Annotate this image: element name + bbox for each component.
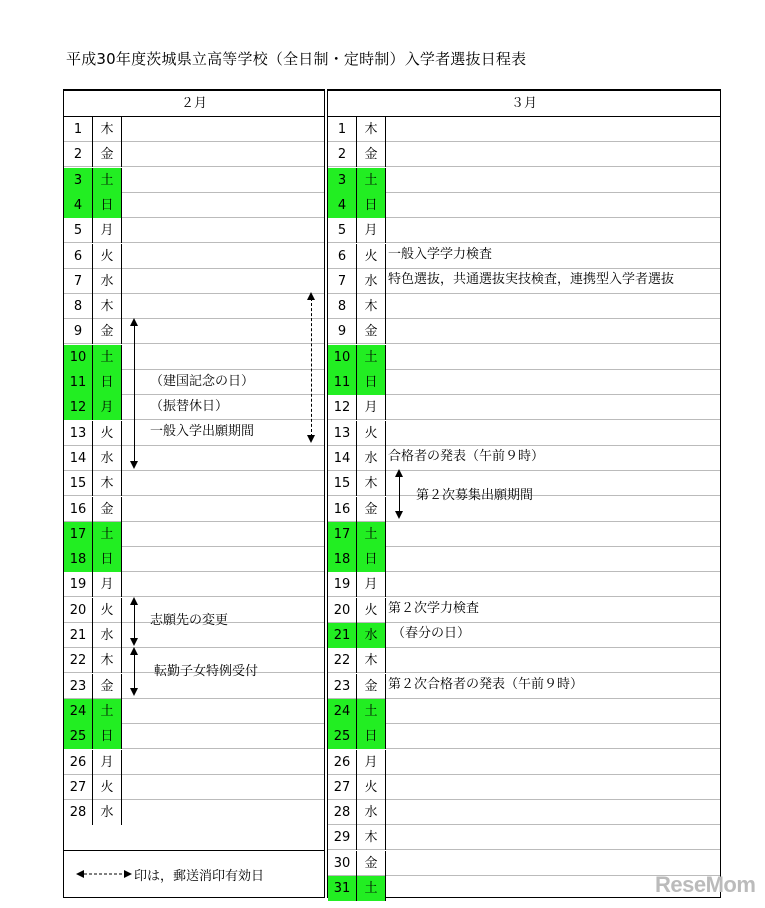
weekday: 水	[357, 269, 386, 294]
weekday: 木	[357, 117, 386, 142]
period-line-postmark	[311, 298, 312, 437]
table-row	[328, 168, 720, 193]
day-number: 22	[328, 648, 357, 673]
day-number: 15	[64, 471, 93, 496]
weekday: 水	[93, 269, 122, 294]
table-row	[64, 446, 324, 471]
day-number: 25	[64, 724, 93, 749]
weekday: 火	[93, 598, 122, 623]
weekday: 土	[357, 876, 386, 901]
day-number: 8	[64, 294, 93, 319]
table-row	[328, 319, 720, 344]
day-number: 17	[328, 522, 357, 547]
weekday: 月	[93, 395, 122, 420]
weekday: 日	[93, 724, 122, 749]
weekday: 月	[357, 750, 386, 775]
arrow-head-down	[307, 435, 315, 443]
weekday: 金	[357, 319, 386, 344]
weekday: 金	[357, 674, 386, 699]
arrow-head-down	[395, 511, 403, 519]
day-number: 22	[64, 648, 93, 673]
day-number: 28	[64, 800, 93, 825]
day-number: 10	[64, 345, 93, 370]
day-number: 7	[64, 269, 93, 294]
weekday: 火	[357, 244, 386, 269]
table-row	[328, 648, 720, 673]
table-row	[328, 218, 720, 243]
note-shutsugan: 一般入学出願期間	[150, 424, 255, 439]
table-row	[328, 623, 720, 648]
period-line-shigan	[134, 603, 135, 640]
weekday: 金	[93, 142, 122, 167]
table-row	[64, 471, 324, 496]
page-title: 平成30年度茨城県立高等学校（全日制・定時制）入学者選抜日程表	[66, 50, 527, 68]
day-number: 28	[328, 800, 357, 825]
weekday: 木	[93, 117, 122, 142]
table-row	[328, 547, 720, 572]
table-row	[328, 572, 720, 597]
note-goukaku2: 第２次合格者の発表（午前９時）	[388, 677, 584, 692]
weekday: 土	[93, 168, 122, 193]
day-number: 7	[328, 269, 357, 294]
table-row	[64, 193, 324, 218]
weekday: 水	[93, 446, 122, 471]
weekday: 金	[357, 851, 386, 876]
day-number: 15	[328, 471, 357, 496]
table-row	[64, 319, 324, 344]
weekday: 土	[93, 699, 122, 724]
weekday: 木	[357, 294, 386, 319]
table-row	[328, 800, 720, 825]
arrow-head-down	[130, 688, 138, 696]
day-number: 1	[64, 117, 93, 142]
table-row	[64, 345, 324, 370]
day-number: 6	[64, 244, 93, 269]
table-row	[328, 699, 720, 724]
february-header: ２月	[64, 91, 324, 117]
table-row	[64, 522, 324, 547]
note-tenkin: 転勤子女特例受付	[154, 664, 259, 679]
table-row	[64, 294, 324, 319]
table-row	[328, 750, 720, 775]
weekday: 日	[93, 370, 122, 395]
note-kensa2: 第２次学力検査	[388, 601, 480, 616]
table-row	[64, 142, 324, 167]
day-number: 8	[328, 294, 357, 319]
weekday: 土	[357, 168, 386, 193]
weekday: 日	[357, 724, 386, 749]
note-tokushoku: 特色選抜，共通選抜実技検査，連携型入学者選抜	[388, 272, 675, 287]
day-number: 18	[328, 547, 357, 572]
day-number: 16	[328, 497, 357, 522]
day-number: 4	[64, 193, 93, 218]
legend-dashed-arrow-icon	[76, 868, 132, 880]
weekday: 木	[357, 825, 386, 850]
weekday: 火	[357, 421, 386, 446]
weekday: 水	[357, 800, 386, 825]
day-number: 13	[328, 421, 357, 446]
weekday: 金	[93, 497, 122, 522]
note-furikae: （振替休日）	[150, 399, 229, 414]
weekday: 月	[93, 218, 122, 243]
note-shigan: 志願先の変更	[150, 613, 229, 628]
weekday: 月	[93, 572, 122, 597]
weekday: 土	[357, 522, 386, 547]
day-number: 29	[328, 825, 357, 850]
day-number: 11	[64, 370, 93, 395]
weekday: 木	[93, 471, 122, 496]
table-row	[328, 395, 720, 420]
weekday: 水	[357, 623, 386, 648]
weekday: 月	[357, 572, 386, 597]
day-number: 2	[328, 142, 357, 167]
weekday: 火	[93, 421, 122, 446]
table-row	[64, 699, 324, 724]
table-row	[328, 294, 720, 319]
table-row	[328, 724, 720, 749]
table-row	[328, 370, 720, 395]
period-line-shutsugan	[134, 324, 135, 463]
day-number: 27	[328, 775, 357, 800]
table-row	[64, 117, 324, 142]
day-number: 21	[328, 623, 357, 648]
weekday: 日	[357, 547, 386, 572]
table-row	[64, 244, 324, 269]
weekday: 土	[357, 345, 386, 370]
day-number: 23	[328, 674, 357, 699]
weekday: 日	[93, 547, 122, 572]
table-row	[328, 825, 720, 850]
table-row	[328, 598, 720, 623]
note-goukaku: 合格者の発表（午前９時）	[388, 449, 545, 464]
day-number: 31	[328, 876, 357, 901]
weekday: 土	[93, 522, 122, 547]
march-table	[327, 89, 721, 898]
weekday: 水	[93, 800, 122, 825]
note-kenkoku: （建国記念の日）	[150, 374, 255, 389]
day-number: 9	[328, 319, 357, 344]
day-number: 25	[328, 724, 357, 749]
day-number: 19	[328, 572, 357, 597]
day-number: 20	[328, 598, 357, 623]
period-line-boshu2	[399, 475, 400, 512]
weekday: 土	[357, 699, 386, 724]
day-number: 3	[64, 168, 93, 193]
weekday: 火	[93, 244, 122, 269]
day-number: 9	[64, 319, 93, 344]
table-row	[328, 193, 720, 218]
weekday: 月	[357, 395, 386, 420]
note-boshu2: 第２次募集出願期間	[416, 488, 534, 503]
note-ippan-kensa: 一般入学学力検査	[388, 247, 493, 262]
day-number: 20	[64, 598, 93, 623]
march-header: ３月	[328, 91, 720, 117]
weekday: 木	[93, 648, 122, 673]
weekday: 日	[93, 193, 122, 218]
day-number: 26	[64, 750, 93, 775]
weekday: 金	[93, 319, 122, 344]
table-row	[64, 218, 324, 243]
arrow-head-down	[130, 461, 138, 469]
period-line-tenkin	[134, 653, 135, 690]
table-row	[328, 117, 720, 142]
day-number: 12	[328, 395, 357, 420]
weekday: 水	[357, 446, 386, 471]
table-row	[328, 345, 720, 370]
day-number: 14	[64, 446, 93, 471]
table-row	[328, 522, 720, 547]
day-number: 21	[64, 623, 93, 648]
day-number: 24	[64, 699, 93, 724]
day-number: 19	[64, 572, 93, 597]
table-row	[64, 168, 324, 193]
table-row	[64, 775, 324, 800]
weekday: 金	[357, 497, 386, 522]
day-number: 30	[328, 851, 357, 876]
day-number: 14	[328, 446, 357, 471]
weekday: 火	[357, 775, 386, 800]
weekday: 日	[357, 370, 386, 395]
arrow-head-down	[130, 638, 138, 646]
day-number: 11	[328, 370, 357, 395]
table-row	[328, 775, 720, 800]
weekday: 金	[93, 674, 122, 699]
table-row	[328, 244, 720, 269]
day-number: 5	[328, 218, 357, 243]
table-row	[328, 421, 720, 446]
day-number: 2	[64, 142, 93, 167]
day-number: 18	[64, 547, 93, 572]
day-number: 3	[328, 168, 357, 193]
day-number: 24	[328, 699, 357, 724]
table-row	[64, 800, 324, 825]
weekday: 日	[357, 193, 386, 218]
day-number: 12	[64, 395, 93, 420]
day-number: 17	[64, 522, 93, 547]
weekday: 土	[93, 345, 122, 370]
weekday: 木	[93, 294, 122, 319]
day-number: 5	[64, 218, 93, 243]
table-row	[64, 750, 324, 775]
weekday: 金	[357, 142, 386, 167]
table-row	[64, 269, 324, 294]
table-row	[64, 572, 324, 597]
day-number: 27	[64, 775, 93, 800]
day-number: 6	[328, 244, 357, 269]
day-number: 26	[328, 750, 357, 775]
weekday: 火	[357, 598, 386, 623]
day-number: 16	[64, 497, 93, 522]
table-row	[328, 142, 720, 167]
weekday: 木	[357, 471, 386, 496]
day-number: 10	[328, 345, 357, 370]
day-number: 1	[328, 117, 357, 142]
weekday: 月	[357, 218, 386, 243]
table-row	[64, 724, 324, 749]
day-number: 23	[64, 674, 93, 699]
table-row	[64, 547, 324, 572]
day-number: 4	[328, 193, 357, 218]
day-number: 13	[64, 421, 93, 446]
weekday: 木	[357, 648, 386, 673]
resemom-logo: ReseMom	[655, 872, 756, 897]
table-row	[64, 497, 324, 522]
legend	[64, 850, 324, 899]
weekday: 火	[93, 775, 122, 800]
weekday: 月	[93, 750, 122, 775]
february-table	[63, 89, 325, 898]
note-shunbun: （春分の日）	[392, 626, 471, 641]
legend-text: 印は，郵送消印有効日	[134, 869, 265, 884]
weekday: 水	[93, 623, 122, 648]
